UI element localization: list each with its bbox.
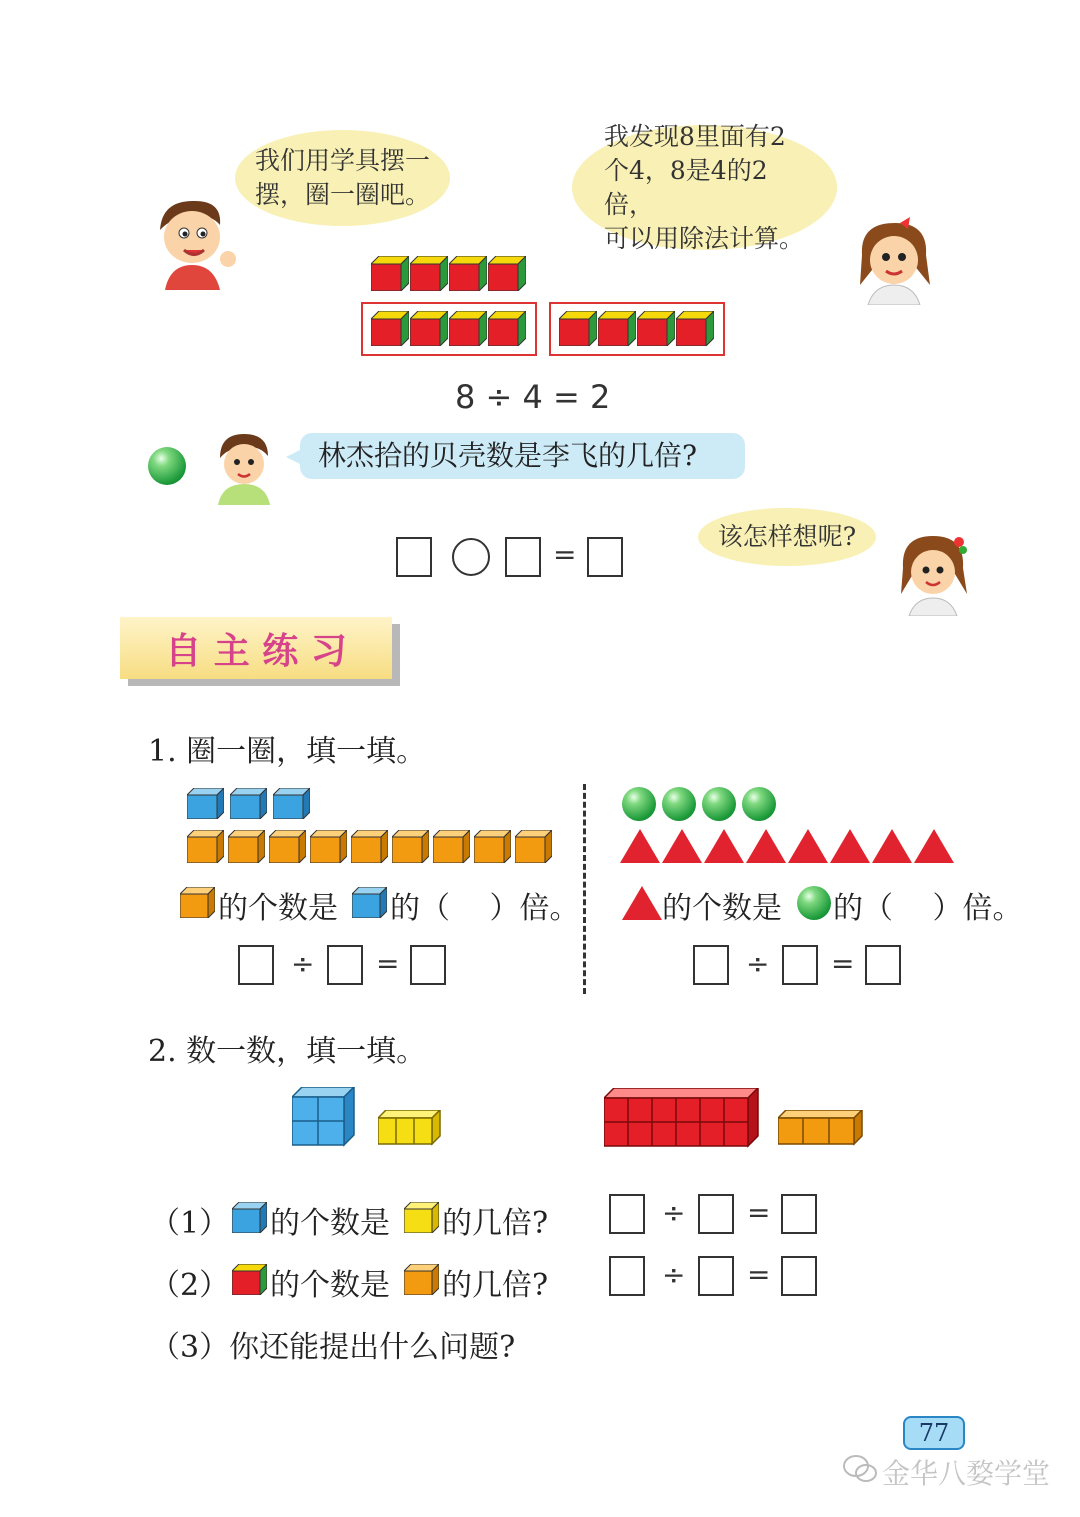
watermark-text: 金华八婺学堂: [882, 1457, 1051, 1490]
red-cube: [371, 311, 409, 350]
page-number: 77: [918, 1419, 950, 1447]
orange-cube: [351, 830, 388, 867]
red-triangle: [788, 829, 828, 863]
red-triangle: [872, 829, 912, 863]
blue-cube-icon: [352, 887, 388, 917]
equals-sign: =: [747, 1258, 771, 1291]
blue-cube-icon: [232, 1202, 268, 1232]
red-cube: [488, 311, 526, 350]
red-cube: [410, 311, 448, 350]
section-heading: [120, 617, 392, 679]
answer-box[interactable]: [781, 1256, 817, 1296]
red-cube: [488, 256, 526, 295]
boy-illustration: [150, 195, 240, 290]
dashed-divider: [583, 784, 586, 994]
wechat-icon: [842, 1454, 878, 1484]
orange-cube: [269, 830, 306, 867]
ex1-left-text-a: 的个数是: [218, 891, 338, 926]
orange-cube: [310, 830, 347, 867]
boy-illustration: [212, 430, 276, 505]
red-triangle: [914, 829, 954, 863]
blue-cube: [187, 788, 224, 823]
exercise-2-title: 2. 数一数，填一填。: [148, 1034, 427, 1069]
ex1-right-text-a: 的个数是: [662, 891, 782, 926]
equals-sign: =: [831, 947, 855, 980]
question-text: 林杰拾的贝壳数是李飞的几倍?: [318, 439, 698, 472]
q2-mid: 的个数是: [270, 1268, 390, 1303]
green-ball: [662, 787, 696, 821]
exercise-1-title: 1. 圈一圈，填一填。: [148, 734, 427, 769]
divide-sign: ÷: [291, 947, 315, 980]
answer-box[interactable]: [587, 537, 623, 577]
girl-bubble-line: 我发现8里面有2: [604, 121, 786, 151]
red-cube: [410, 256, 448, 295]
q1-mid: 的个数是: [270, 1206, 390, 1241]
orange-cube: [392, 830, 429, 867]
girl-illustration: [850, 215, 940, 305]
page-number-badge: [903, 1416, 965, 1450]
blue-cube: [230, 788, 267, 823]
answer-box[interactable]: [781, 1194, 817, 1234]
answer-box[interactable]: [698, 1194, 734, 1234]
section-title: 自 主 练 习: [165, 630, 347, 672]
green-ball-icon: [797, 886, 831, 920]
red-triangle: [704, 829, 744, 863]
green-ball: [702, 787, 736, 821]
red-cube-block: [604, 1088, 760, 1148]
red-cube: [449, 256, 487, 295]
think-bubble: [698, 508, 876, 566]
ex1-left-text-b: 的（ ）倍。: [390, 891, 580, 926]
answer-box[interactable]: [410, 945, 446, 985]
answer-box[interactable]: [505, 537, 541, 577]
green-ball: [742, 787, 776, 821]
boy-speech-bubble: [235, 130, 450, 226]
yellow-cube-icon: [404, 1202, 440, 1232]
equals-sign: =: [553, 538, 577, 571]
orange-cube-icon: [180, 887, 216, 917]
answer-box[interactable]: [865, 945, 901, 985]
red-triangle: [830, 829, 870, 863]
divide-sign: ÷: [746, 947, 770, 980]
blue-cube: [273, 788, 310, 823]
q2-end: 的几倍?: [442, 1268, 549, 1303]
red-cube: [676, 311, 714, 350]
equals-sign: =: [376, 947, 400, 980]
answer-box[interactable]: [782, 945, 818, 985]
boy-bubble-line: 我们用学具摆一: [255, 146, 431, 175]
red-cube: [637, 311, 675, 350]
answer-box[interactable]: [609, 1256, 645, 1296]
orange-cube-block: [778, 1110, 864, 1146]
girl-speech-bubble: [572, 121, 837, 253]
blue-cube-block: [292, 1087, 356, 1147]
red-triangle: [620, 829, 660, 863]
boy-bubble-line: 摆，圈一圈吧。: [255, 180, 431, 209]
answer-box[interactable]: [698, 1256, 734, 1296]
ex1-right-text-b: 的（ ）倍。: [833, 891, 1023, 926]
operator-circle[interactable]: [452, 538, 490, 576]
equals-sign: =: [747, 1196, 771, 1229]
red-cube: [371, 256, 409, 295]
q1-prefix: （1）: [150, 1206, 230, 1241]
answer-box[interactable]: [238, 945, 274, 985]
q1-end: 的几倍?: [442, 1206, 549, 1241]
girl-bubble-line: 可以用除法计算。: [604, 223, 805, 253]
green-ball: [622, 787, 656, 821]
orange-cube-icon: [404, 1264, 440, 1294]
red-triangle-icon: [622, 886, 662, 920]
red-triangle: [746, 829, 786, 863]
red-cube: [559, 311, 597, 350]
q2-prefix: （2）: [150, 1268, 230, 1303]
orange-cube: [187, 830, 224, 867]
orange-cube: [515, 830, 552, 867]
question-bubble: [300, 433, 745, 479]
orange-cube: [433, 830, 470, 867]
answer-box[interactable]: [693, 945, 729, 985]
orange-cube: [228, 830, 265, 867]
bubble-tail: [286, 449, 302, 465]
red-cube-icon: [232, 1264, 268, 1294]
girl-illustration: [893, 528, 973, 616]
answer-box[interactable]: [327, 945, 363, 985]
divide-sign: ÷: [662, 1196, 686, 1229]
red-cube: [598, 311, 636, 350]
division-equation: 8 ÷ 4 = 2: [455, 378, 611, 416]
answer-box[interactable]: [396, 537, 432, 577]
divide-sign: ÷: [662, 1258, 686, 1291]
red-triangle: [662, 829, 702, 863]
q3-text: （3）你还能提出什么问题?: [150, 1330, 516, 1365]
girl-bubble-line: 个4，8是4的2倍，: [604, 155, 768, 219]
green-ball-icon: [148, 447, 186, 485]
red-cube: [449, 311, 487, 350]
think-text: 该怎样想呢?: [717, 522, 857, 551]
orange-cube: [474, 830, 511, 867]
answer-box[interactable]: [609, 1194, 645, 1234]
yellow-cube-block: [378, 1110, 442, 1146]
